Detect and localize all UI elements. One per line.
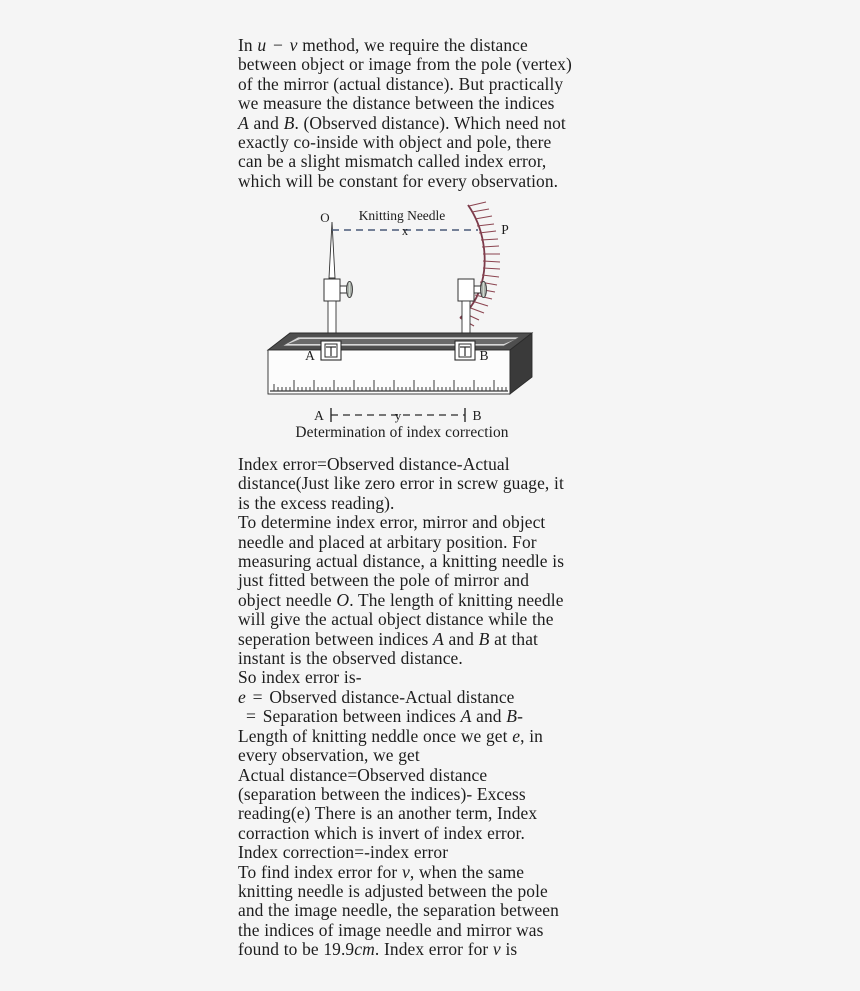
text-line <box>238 152 630 171</box>
intro-paragraph <box>238 36 630 191</box>
text-run: object needle <box>238 589 337 610</box>
label-observed-distance-y: y <box>394 408 402 423</box>
text-line <box>238 75 630 94</box>
text-run: and <box>443 628 479 649</box>
math-operator: − <box>268 35 288 55</box>
math-variable: A <box>238 112 249 133</box>
math-variable: e <box>512 725 521 746</box>
text-run: just fitted between the pole of mirror and <box>238 570 530 591</box>
text-run: knitting needle is adjusted between the pole <box>238 880 548 901</box>
text-line <box>238 727 630 746</box>
text-line <box>238 901 630 920</box>
text-line <box>238 649 630 668</box>
math-variable: e <box>238 686 246 707</box>
text-line <box>238 172 630 191</box>
text-run: can be a slight mismatch called index error, <box>238 151 547 172</box>
text-line <box>238 630 630 649</box>
text-line <box>238 114 630 133</box>
text-run: 19.9 <box>323 939 355 960</box>
text-line <box>238 707 630 726</box>
text-run: , in <box>520 725 543 746</box>
text-line <box>238 785 630 804</box>
label-mirror-pole-p: P <box>501 222 509 237</box>
text-run: between object or image from the pole (vertex) <box>238 54 572 75</box>
text-run: . (Observed distance). Which need not <box>294 112 566 133</box>
text-run: Length of knitting neddle once we get <box>238 725 513 746</box>
text-line <box>238 455 630 474</box>
text-run: distance(Just like zero error in screw guage, it <box>238 473 564 494</box>
text-run: will give the actual object distance while the <box>238 609 554 630</box>
needle-clamp-left-icon <box>324 279 353 301</box>
text-line <box>238 843 630 862</box>
label-actual-distance-x: x <box>401 224 409 238</box>
label-knitting-needle: Knitting Needle <box>358 208 446 223</box>
text-run: In <box>238 35 258 55</box>
text-run: Index error=Observed distance-Actual <box>238 454 510 474</box>
text-run: which will be constant for every observation. <box>238 170 559 191</box>
text-line <box>238 668 630 687</box>
text-run: . Index error for <box>374 939 493 960</box>
math-variable: O <box>336 589 350 610</box>
text-line <box>238 55 630 74</box>
text-run: Index correction=-index error <box>238 842 449 863</box>
text-run: To determine index error, mirror and object <box>238 512 546 533</box>
text-line <box>238 94 630 113</box>
text-line <box>238 766 630 785</box>
optical-bench-diagram <box>262 200 542 424</box>
text-run: exactly co-inside with object and pole, there <box>238 132 552 153</box>
math-variable: B <box>478 628 490 649</box>
text-run: (separation between the indices)- Excess <box>238 783 526 804</box>
text-line <box>238 533 630 552</box>
math-variable: u <box>257 35 267 55</box>
math-variable: A <box>433 628 444 649</box>
slider-index-b-icon <box>455 341 475 360</box>
math-variable: B <box>283 112 295 133</box>
mirror-clamp-right-icon <box>458 279 487 301</box>
text-run: Actual distance=Observed distance <box>238 764 488 785</box>
math-variable: B <box>506 706 518 727</box>
text-run: and the image needle, the separation between <box>238 900 559 921</box>
text-line <box>238 36 630 55</box>
text-line <box>238 746 630 765</box>
text-run: . The length of knitting needle <box>349 589 564 610</box>
text-run: seperation between indices <box>238 628 434 649</box>
text-run: at that <box>489 628 538 649</box>
text-run: To find index error for <box>238 861 402 882</box>
label-index-a-top: A <box>305 348 315 363</box>
text-run: instant is the observed distance. <box>238 648 463 669</box>
text-run: is the excess reading). <box>238 492 395 513</box>
text-run: So index error is- <box>238 667 362 688</box>
label-object-needle-tip: O <box>320 210 330 225</box>
text-line <box>238 610 630 629</box>
math-operator: = <box>246 706 261 727</box>
text-run: method, we require the distance <box>297 35 528 55</box>
text-line <box>238 688 630 707</box>
text-line <box>238 921 630 940</box>
text-run: found to be <box>238 939 324 960</box>
text-run: of the mirror (actual distance). But practically <box>238 73 564 94</box>
text-line <box>238 552 630 571</box>
math-variable: A <box>460 706 472 727</box>
text-run: , when the same <box>409 861 525 882</box>
figure-caption: Determination of index correction <box>295 424 509 441</box>
text-run: corraction which is invert of index error. <box>238 822 525 843</box>
text-run: the indices of image needle and mirror was <box>238 919 544 940</box>
text-line <box>238 824 630 843</box>
text-run: measuring actual distance, a knitting needle is <box>238 551 565 572</box>
text-line <box>238 474 630 493</box>
optical-bench-icon <box>268 333 532 394</box>
text-run: every observation, we get <box>238 745 420 766</box>
text-line <box>238 133 630 152</box>
text-line <box>238 882 630 901</box>
math-variable: v <box>289 35 298 55</box>
text-run: and <box>471 706 507 727</box>
text-run: reading(e) There is an another term, Index <box>238 803 538 824</box>
text-line <box>238 804 630 823</box>
slider-index-a-icon <box>321 341 341 360</box>
math-variable: v <box>492 939 501 960</box>
math-operator: = <box>247 686 268 707</box>
label-index-b-top: B <box>479 348 489 363</box>
index-correction-figure <box>262 200 542 448</box>
label-index-a-bottom: A <box>314 408 324 423</box>
text-run: - <box>517 706 523 727</box>
text-line <box>238 494 630 513</box>
label-index-b-bottom: B <box>472 408 482 423</box>
math-variable: v <box>401 861 410 882</box>
text-run: we measure the distance between the indices <box>238 93 555 114</box>
body-paragraphs <box>238 455 630 960</box>
text-run: is <box>500 939 518 960</box>
math-variable: cm <box>354 939 375 960</box>
text-line <box>238 940 630 959</box>
text-run: needle and placed at arbitary position. For <box>238 531 537 552</box>
text-line <box>238 513 630 532</box>
text-run: and <box>248 112 284 133</box>
text-run: Separation between indices <box>262 706 461 727</box>
text-line <box>238 591 630 610</box>
text-run: Observed distance-Actual distance <box>269 686 515 707</box>
text-line <box>238 571 630 590</box>
text-line <box>238 863 630 882</box>
